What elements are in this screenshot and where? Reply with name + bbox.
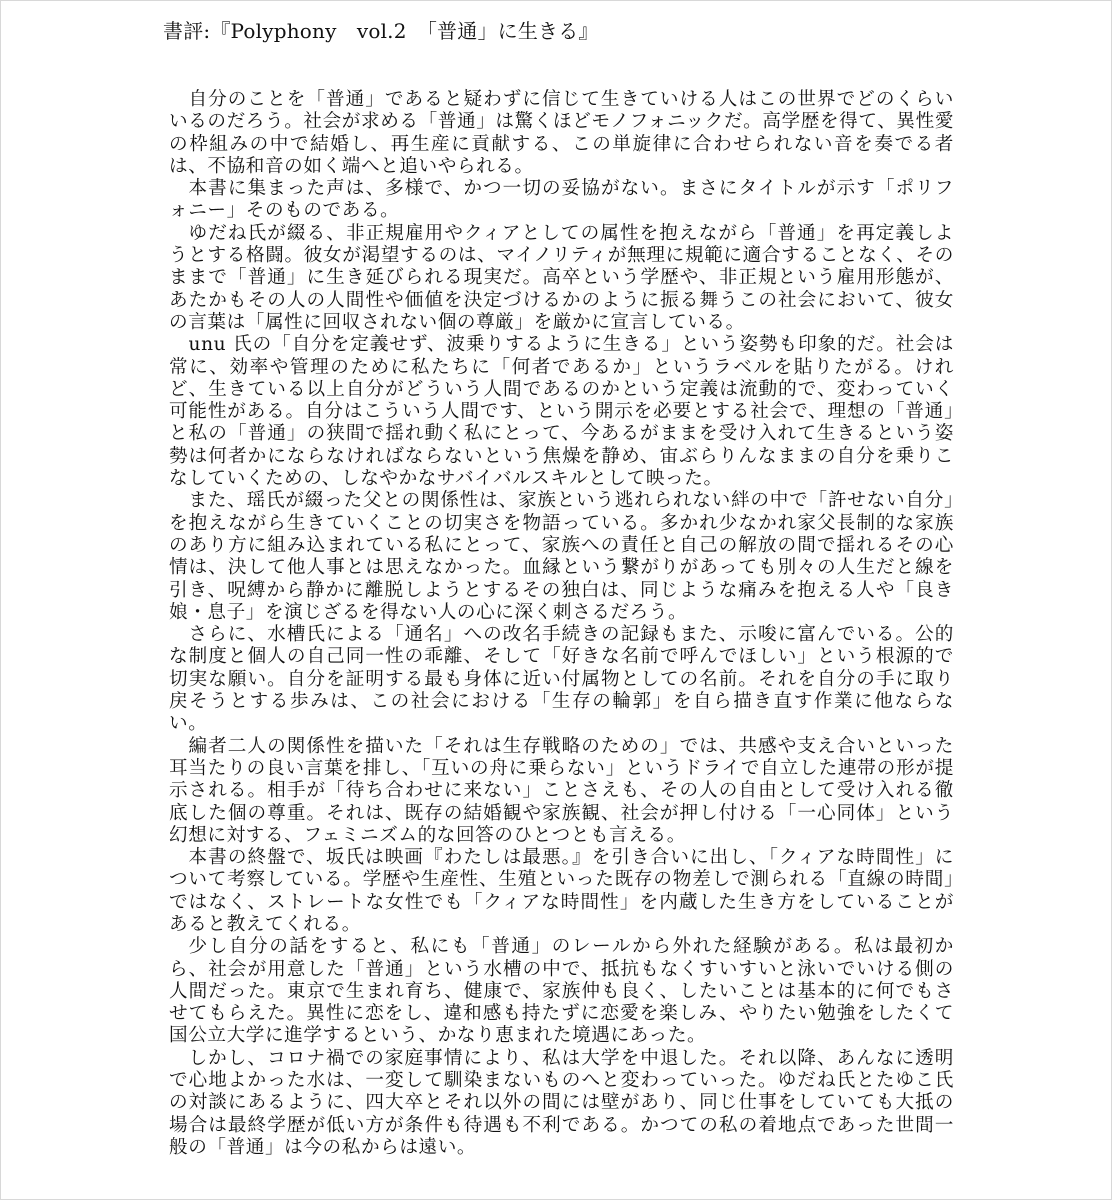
paragraph: さらに、水槽氏による「通名」への改名手続きの記録もまた、示唆に富んでいる。公的な制度と個人の自己同一性の乖離、そして「好きな名前で呼んでほしい」という根源的で切実な願い。自分を証明する最も身体に近い付属物としての名前。それを自分の手に取り戻そうとする歩みは、この社会における「生存の輪郭」を自ら描き直す作業に他ならない。: [169, 624, 954, 735]
paragraph: ゆだね氏が綴る、非正規雇用やクィアとしての属性を抱えながら「普通」を再定義しようとする格闘。彼女が渇望するのは、マイノリティが無理に規範に適合することなく、そのままで「普通」に生き延びられる現実だ。高卒という学歴や、非正規という雇用形態が、あたかもその人の人間性や価値を決定づけるかのように振る舞うこの社会において、彼女の言葉は「属性に回収されない個の尊厳」を厳かに宣言している。: [169, 222, 954, 333]
paragraph: 本書に集まった声は、多様で、かつ一切の妥協がない。まさにタイトルが示す「ポリフォニー」そのものである。: [169, 178, 954, 222]
paragraph: unu 氏の「自分を定義せず、波乗りするように生きる」という姿勢も印象的だ。社会は常に、効率や管理のために私たちに「何者であるか」というラベルを貼りたがる。けれど、生きている以上自分がどういう人間であるのかという定義は流動的で、変わっていく可能性がある。自分はこういう人間です、という開示を必要とする社会で、理想の「普通」と私の「普通」の狭間で揺れ動く私にとって、今あるがままを受け入れて生きるという姿勢は何者かにならなければならないという焦燥を静め、宙ぶらりんなままの自分を乗りこなしていくための、しなやかなサバイバルスキルとして映った。: [169, 334, 954, 490]
document-title: 書評:『Polyphony vol.2 「普通」に生きる』: [163, 19, 599, 43]
paragraph: また、瑶氏が綴った父との関係性は、家族という逃れられない絆の中で「許せない自分」を抱えながら生きていくことの切実さを物語っている。多かれ少なかれ家父長制的な家族のあり方に組み込まれている私にとって、家族への責任と自己の解放の間で揺れるその心情は、決して他人事とは思えなかった。血縁という繋がりがあっても別々の人生だと線を引き、呪縛から静かに離脱しようとするその独白は、同じような痛みを抱える人や「良き娘・息子」を演じざるを得ない人の心に深く刺さるだろう。: [169, 490, 954, 623]
paragraph: しかし、コロナ禍での家庭事情により、私は大学を中退した。それ以降、あんなに透明で心地よかった水は、一変して馴染まないものへと変わっていった。ゆだね氏とたゆこ氏の対談にあるように、四大卒とそれ以外の間には壁があり、同じ仕事をしていても大抵の場合は最終学歴が低い方が条件も待遇も不利である。かつての私の着地点であった世間一般の「普通」は今の私からは遠い。: [169, 1047, 954, 1158]
paragraph: 自分のことを「普通」であると疑わずに信じて生きていける人はこの世界でどのくらいいるのだろう。社会が求める「普通」は驚くほどモノフォニックだ。高学歴を得て、異性愛の枠組みの中で結婚し、再生産に貢献する、この単旋律に合わせられない音を奏でる者は、不協和音の如く端へと追いやられる。: [169, 89, 954, 177]
document-body: [169, 89, 954, 1159]
paragraph: 少し自分の話をすると、私にも「普通」のレールから外れた経験がある。私は最初から、社会が用意した「普通」という水槽の中で、抵抗もなくすいすいと泳いでいける側の人間だった。東京で生まれ育ち、健康で、家族仲も良く、したいことは基本的に何でもさせてもらえた。異性に恋をし、違和感も持たずに恋愛を楽しみ、やりたい勉強をしたくて国公立大学に進学するという、かなり恵まれた境遇にあった。: [169, 936, 954, 1047]
paragraph: 本書の終盤で、坂氏は映画『わたしは最悪。』を引き合いに出し、「クィアな時間性」について考察している。学歴や生産性、生殖といった既存の物差しで測られる「直線の時間」ではなく、ストレートな女性でも「クィアな時間性」を内蔵した生き方をしていることがあると教えてくれる。: [169, 847, 954, 935]
paragraph: 編者二人の関係性を描いた「それは生存戦略のための」では、共感や支え合いといった耳当たりの良い言葉を排し、「互いの舟に乗らない」というドライで自立した連帯の形が提示される。相手が「待ち合わせに来ない」ことさえも、その人の自由として受け入れる徹底した個の尊重。それは、既存の結婚観や家族観、社会が押し付ける「一心同体」という幻想に対する、フェミニズム的な回答のひとつとも言える。: [169, 735, 954, 846]
